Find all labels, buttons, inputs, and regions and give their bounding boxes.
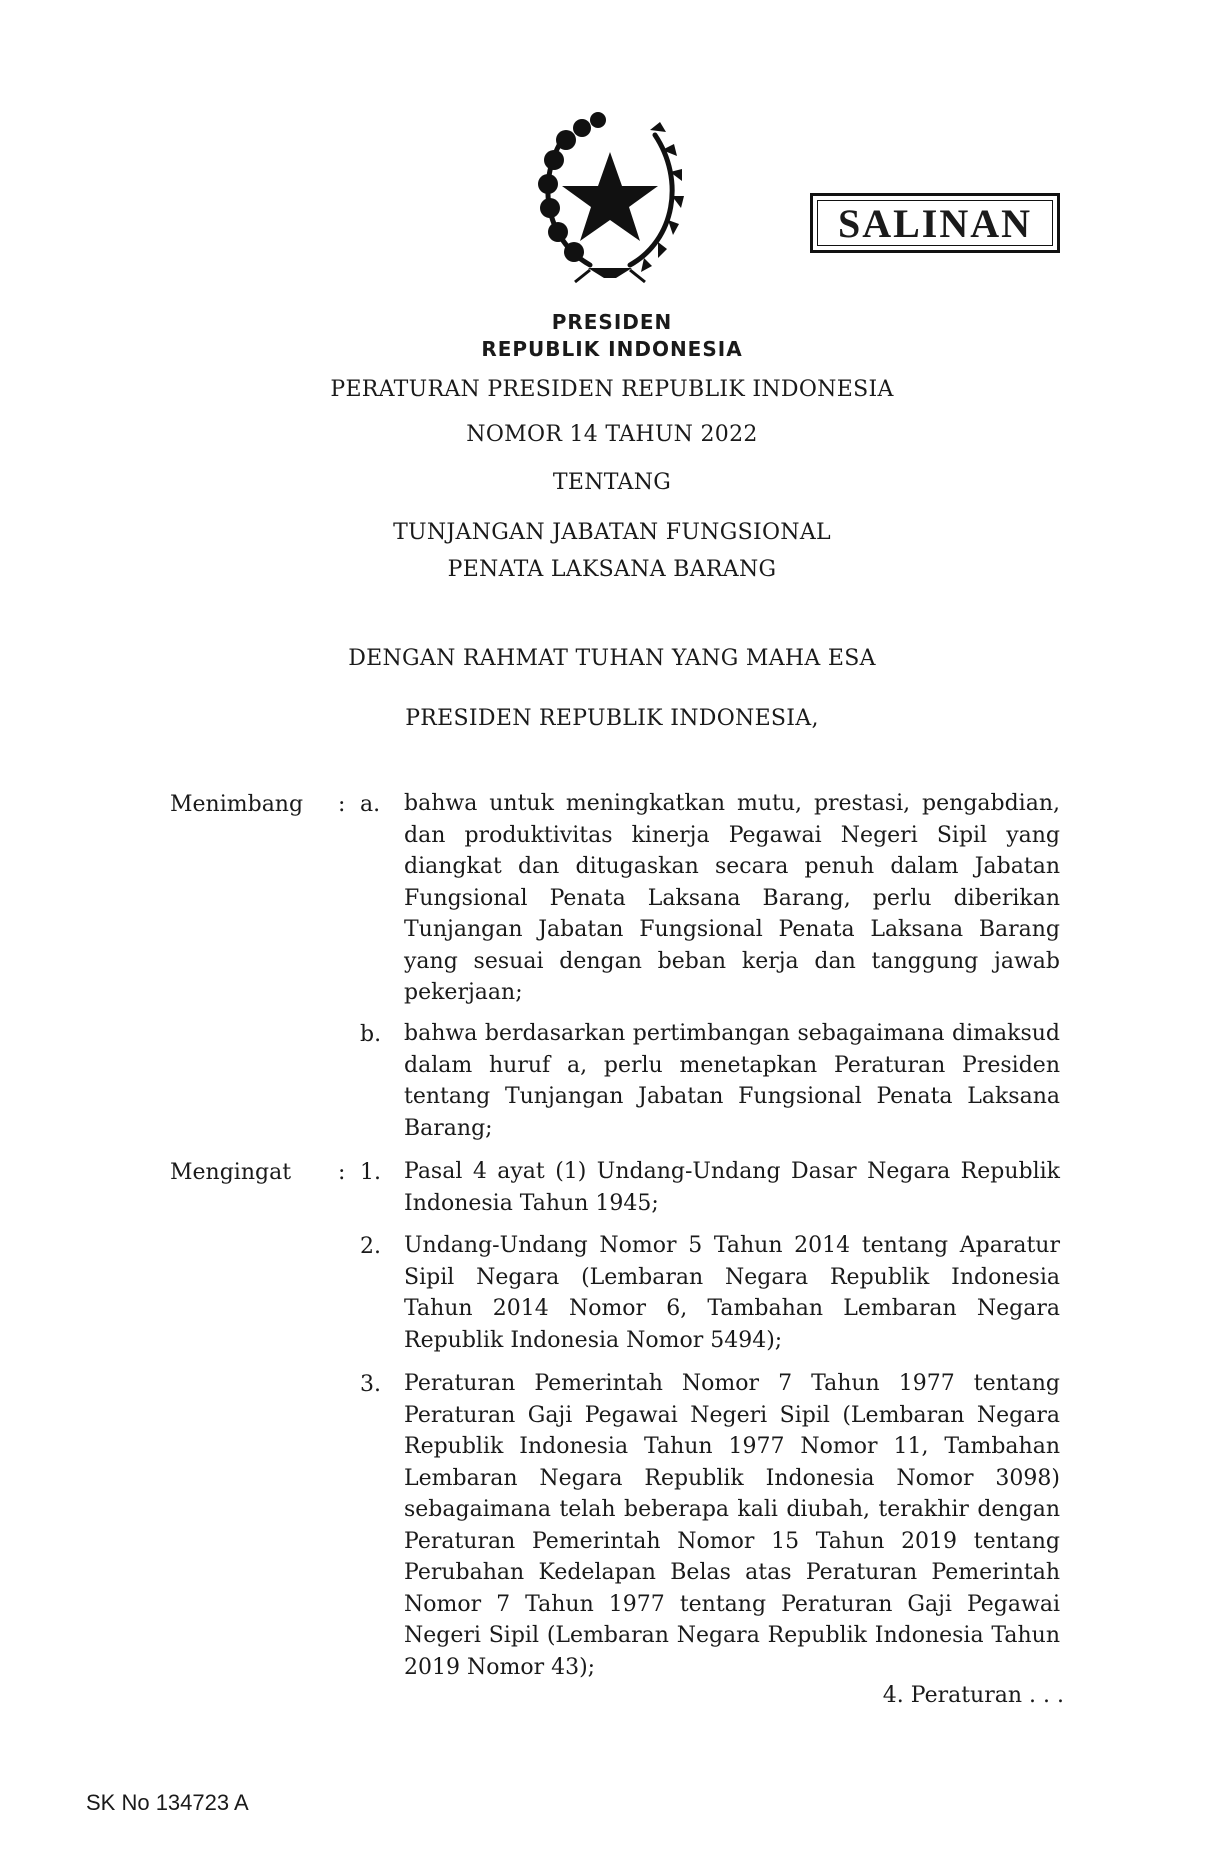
republik-indonesia-label: REPUBLIK INDONESIA (481, 337, 743, 361)
preamble-line: DENGAN RAHMAT TUHAN YANG MAHA ESA (348, 646, 876, 671)
menimbang-item-text: bahwa untuk meningkatkan mutu, prestasi, pengabdian, dan produktivitas kinerja Pegawai Negeri Sipil yang diangkat dan ditugaskan secara penuh dalam Jabatan Fungsional Penata Laksana Barang, perlu diberikan Tunjangan Jabatan Fungsional Penata Laksana Barang yang sesuai dengan beban kerja dan tanggung jawab pekerjaan; (404, 791, 1060, 1005)
garuda-star-emblem-icon (520, 100, 700, 290)
mengingat-label: Mengingat (170, 1160, 292, 1185)
sk-number: SK No 134723 A (86, 1790, 249, 1815)
mengingat-item-marker: 2. (360, 1234, 381, 1259)
menimbang-colon: : (338, 792, 346, 817)
subject-line-2: PENATA LAKSANA BARANG (447, 557, 777, 582)
president-line: PRESIDEN REPUBLIK INDONESIA, (405, 706, 819, 731)
mengingat-item-text: Pasal 4 ayat (1) Undang-Undang Dasar Negara Republik Indonesia Tahun 1945; (404, 1159, 1060, 1216)
mengingat-item-text: Peraturan Pemerintah Nomor 7 Tahun 1977 tentang Peraturan Gaji Pegawai Negeri Sipil (Lembaran Negara Republik Indonesia Tahun 1977 Nomor 11, Tambahan Lembaran Negara Republik Indonesia Nomor 3098) sebagaimana telah beberapa kali diubah, terakhir dengan Peraturan Pemerintah Nomor 15 Tahun 2019 tentang Perubahan Kedelapan Belas atas Peraturan Pemerintah Nomor 7 Tahun 1977 tentang Peraturan Gaji Pegawai Negeri Sipil (Lembaran Negara Republik Indonesia Tahun 2019 Nomor 43); (404, 1371, 1060, 1680)
salinan-stamp (810, 193, 1060, 253)
page-continuation: 4. Peraturan . . . (882, 1683, 1064, 1708)
presiden-label: PRESIDEN (551, 310, 673, 334)
menimbang-label: Menimbang (170, 792, 304, 817)
menimbang-item-text: bahwa berdasarkan pertimbangan sebagaimana dimaksud dalam huruf a, perlu menetapkan Peraturan Presiden tentang Tunjangan Jabatan Fungsional Penata Laksana Barang; (404, 1021, 1060, 1141)
mengingat-item-text: Undang-Undang Nomor 5 Tahun 2014 tentang Aparatur Sipil Negara (Lembaran Negara Republik Indonesia Tahun 2014 Nomor 6, Tambahan Lembaran Negara Republik Indonesia Nomor 5494); (404, 1233, 1060, 1353)
mengingat-item-marker: 1. (360, 1160, 381, 1185)
regulation-number: NOMOR 14 TAHUN 2022 (466, 422, 758, 447)
menimbang-item-marker: b. (360, 1022, 382, 1047)
mengingat-colon: : (338, 1160, 346, 1185)
menimbang-item-marker: a. (360, 792, 381, 817)
tentang-label: TENTANG (552, 470, 672, 495)
salinan-stamp-text: SALINAN (837, 200, 1033, 246)
subject-line-1: TUNJANGAN JABATAN FUNGSIONAL (393, 520, 831, 545)
mengingat-item-marker: 3. (360, 1372, 381, 1397)
regulation-title: PERATURAN PRESIDEN REPUBLIK INDONESIA (330, 377, 894, 402)
